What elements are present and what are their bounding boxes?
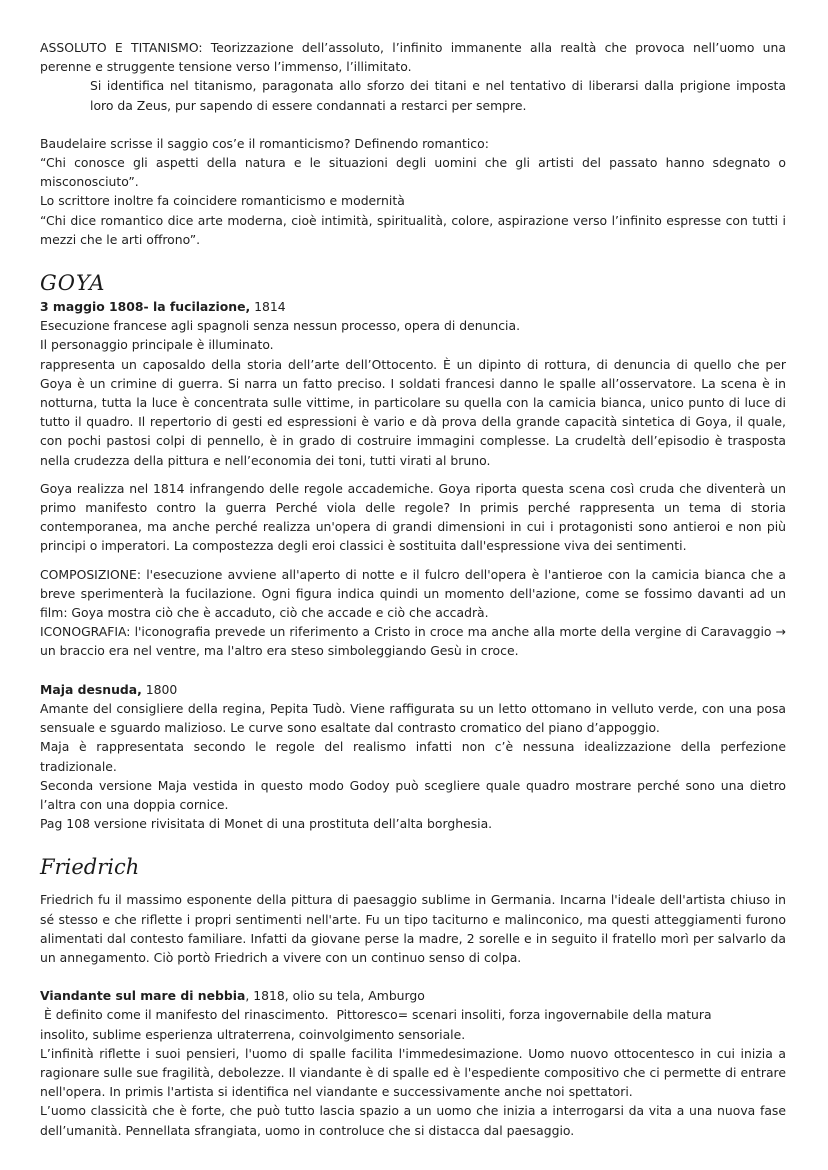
iconografia-paragraph: ICONOGRAFIA: l'iconografia prevede un riferimento a Cristo in croce ma anche alla morte della vergine di Caravaggio → un braccio era nel ventre, ma l'altro era steso simboleggiando Gesù in croce. <box>40 624 786 659</box>
friedrich-section <box>40 890 786 1139</box>
viandante-paragraph: L’infinità riflette i suoi pensieri, l'uomo di spalle facilita l'immedesimazione. Uomo nuovo ottocentesco in cui inizia a ragionare sulle sue fragilità, debolezze. Il viandante è di spalle ed è l'espediente compositivo che ci permette di entrare nell'opera. In primis l'artista si identifica nel viandante e successivamente anche noi spettatori. <box>40 1045 786 1100</box>
titanismo-paragraph: Si identifica nel titanismo, paragonata allo sforzo dei titani e nel tentativo di liberarsi dalla prigione imposta loro da Zeus, pur sapendo di essere condannati a restarci per sempre. <box>90 78 786 113</box>
maja-paragraph: Amante del consigliere della regina, Pepita Tudò. Viene raffigurata su un letto ottomano in velluto verde, con una posa sensuale e sguardo malizioso. Le curve sono esaltate dal contrasto cromatico del piano d’appoggio. <box>40 700 786 736</box>
goya-paragraph: Esecuzione francese agli spagnoli senza nessun processo, opera di denuncia. <box>40 318 521 334</box>
viandante-paragraph: È definito come il manifesto del rinascimento. Pittoresco= scenari insoliti, forza ingovernabile della matura <box>40 1007 712 1023</box>
work-title-line <box>40 986 786 1005</box>
goya-paragraph: rappresenta un caposaldo della storia dell’arte dell’Ottocento. È un dipinto di rottura, di denuncia di quello che per Goya è un crimine di guerra. Si narra un fatto preciso. I soldati francesi danno le spalle all’osservatore. La scena è in notturna, tutta la luce è concentrata sulle vittime, in particolare su quella con la camicia bianca, unico punto di luce di tutto il quadro. Il repertorio di gesti ed espressioni è vario e dà prova della grande capacità sintetica di Goya, il quale, con pochi pastosi colpi di pennello, è in grado di costruire immagini complesse. La crudeltà dell’episodio è trasposta nella crudezza della pittura e nell’economia dei toni, tutti virati al bruno. <box>40 356 786 468</box>
work-title: Maja desnuda, <box>40 681 142 697</box>
baudelaire-quote-2: “Chi dice romantico dice arte moderna, cioè intimità, spiritualità, colore, aspirazione verso l’infinito espresse con tutti i mezzi che le arti offrono”. <box>40 212 786 247</box>
work-title-line <box>40 680 786 699</box>
work-title: 3 maggio 1808- la fucilazione, <box>40 299 251 315</box>
viandante-paragraph: L’uomo classicità che è forte, che può tutto lascia spazio a un uomo che inizia a interrogarsi da vita a una nuova fase dell’umanità. Pennellata sfrangiata, uomo in controluce che si distacca dal paesaggio. <box>40 1103 786 1138</box>
work-title-line <box>40 297 786 316</box>
goya-section <box>40 297 786 833</box>
assoluto-paragraph: ASSOLUTO E TITANISMO: Teorizzazione dell’assoluto, l’infinito immanente alla realtà che provoca nell’uomo una perenne e struggente tensione verso l’immenso, l’illimitato. <box>40 40 786 75</box>
modernita-paragraph: Lo scrittore inoltre fa coincidere romanticismo e modernità <box>40 193 405 209</box>
friedrich-paragraph: Friedrich fu il massimo esponente della pittura di paesaggio sublime in Germania. Incarna l'ideale dell'artista chiuso in sé stesso e che riflette i propri sentimenti nell'arte. Fu un tipo taciturno e malinconico, ma questi atteggiamenti furono alimentati dal contesto familiare. Infatti da giovane perse la madre, 2 sorelle e in seguito il fratello morì per salvarlo da un annegamento. Ciò portò Friedrich a vivere con un continuo senso di colpa. <box>40 892 786 965</box>
work-year: 1800 <box>141 681 178 697</box>
friedrich-heading: Friedrich <box>40 855 140 880</box>
goya-paragraph: Il personaggio principale è illuminato. <box>40 337 274 353</box>
goya-heading: GOYA <box>40 271 106 296</box>
composizione-paragraph: COMPOSIZIONE: l'esecuzione avviene all'aperto di notte e il fulcro dell'opera è l'antieroe con la camicia bianca che a breve sperimenterà la fucilazione. Ogni figura indica quindi un momento dell'azione, come se fossimo davanti ad un film: Goya mostra ciò che è accaduto, ciò che accade e ciò che accadrà. <box>40 566 786 621</box>
baudelaire-quote-1: “Chi conosce gli aspetti della natura e le situazioni degli uomini che gli artisti del passato hanno sdegnato o misconosciuto”. <box>40 155 786 190</box>
goya-paragraph: Goya realizza nel 1814 infrangendo delle regole accademiche. Goya riporta questa scena così cruda che diventerà un primo manifesto contro la guerra Perché viola delle regole? In primis perché rappresenta un tema di storia contemporanea, ma anche perché realizza un'opera di grandi dimensioni in cui i protagonisti sono antieroi e non più principi o imperatori. La compostezza degli eroi classici è sostituita dall'espressione viva dei sentimenti. <box>40 480 786 554</box>
viandante-paragraph: insolito, sublime esperienza ultraterrena, coinvolgimento sensoriale. <box>40 1026 466 1042</box>
work-meta: , 1818, olio su tela, Amburgo <box>245 988 425 1004</box>
work-title: Viandante sul mare di nebbia <box>40 988 246 1004</box>
intro-section <box>40 38 786 249</box>
work-year: 1814 <box>250 299 286 315</box>
baudelaire-paragraph: Baudelaire scrisse il saggio cos’e il romanticismo? Definendo romantico: <box>40 135 489 151</box>
maja-paragraph: Maja è rappresentata secondo le regole del realismo infatti non c’è nessuna idealizzazione della perfezione tradizionale. <box>40 739 786 774</box>
maja-paragraph: Pag 108 versione rivisitata di Monet di una prostituta dell’alta borghesia. <box>40 816 493 832</box>
maja-paragraph: Seconda versione Maja vestida in questo modo Godoy può scegliere quale quadro mostrare perché sono una dietro l’altra con una doppia cornice. <box>40 777 786 812</box>
